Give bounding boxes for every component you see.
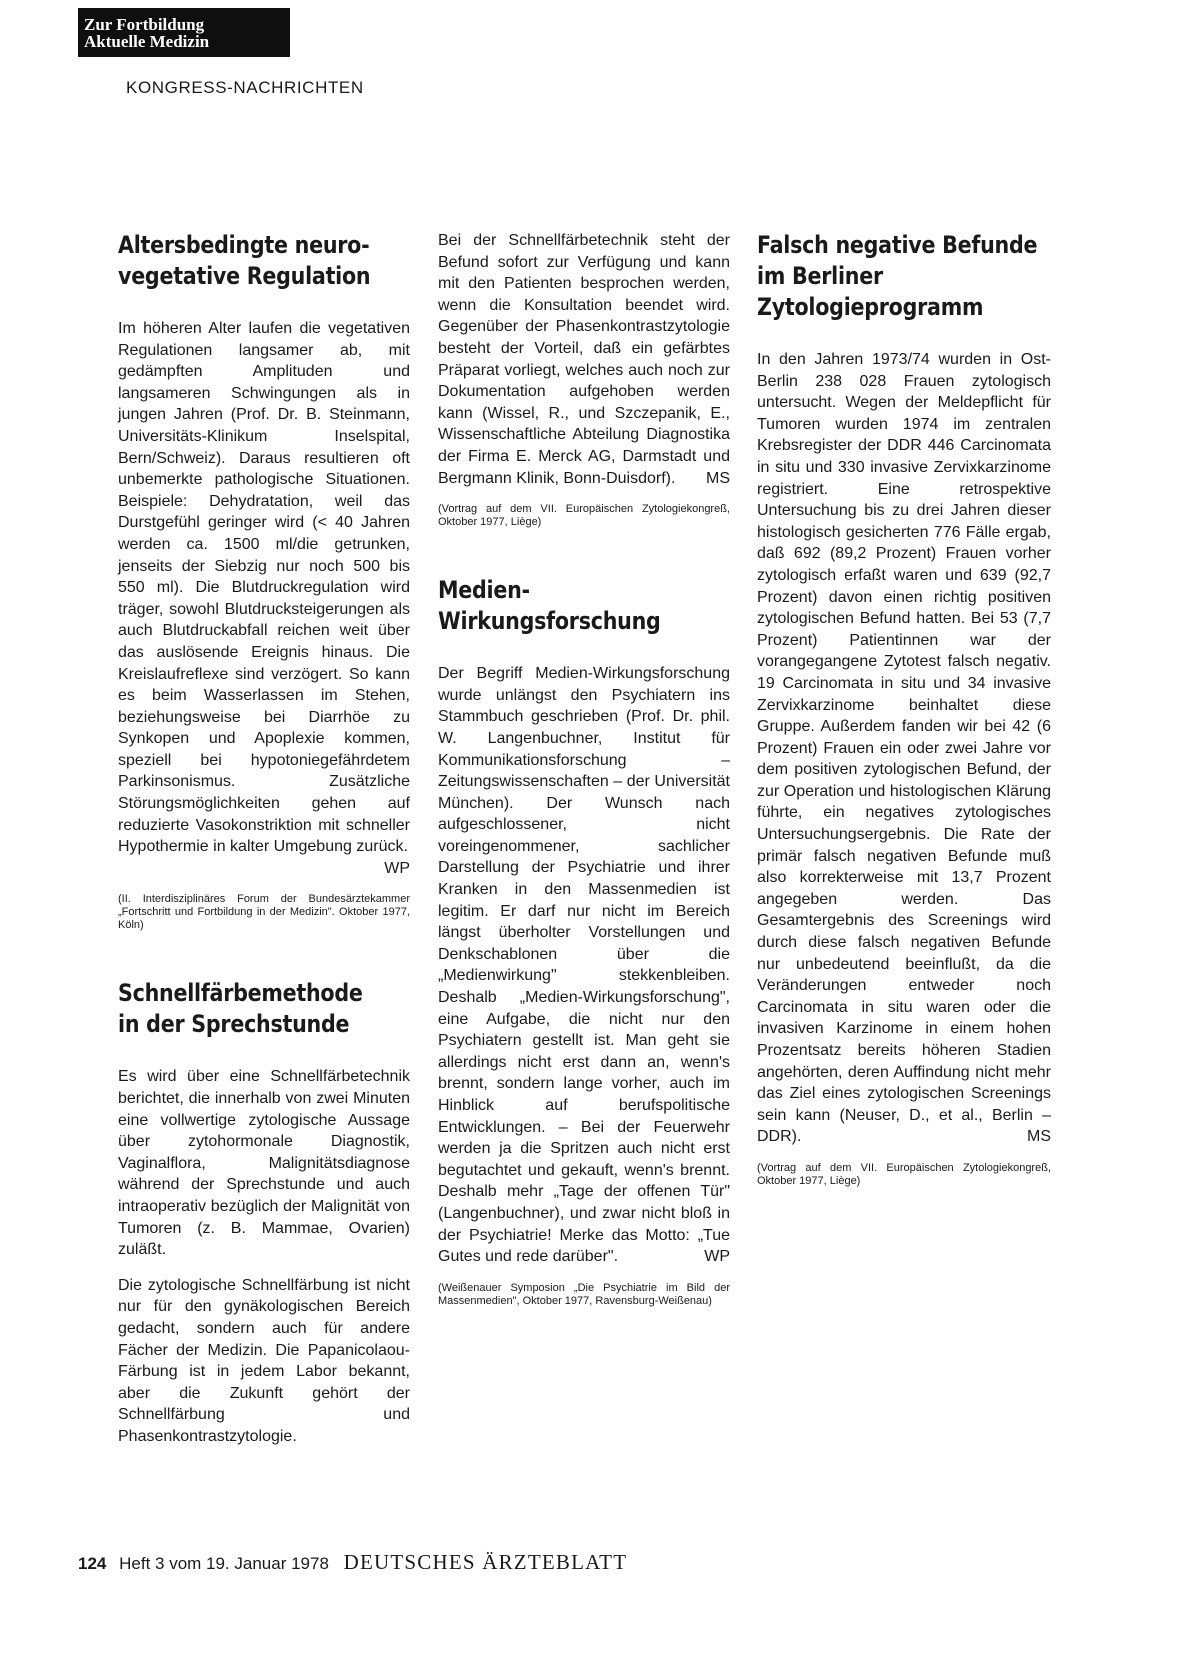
title-line: Falsch negative Befunde [757,231,1038,259]
author-signature: MS [706,469,730,487]
body-text: Im höheren Alter laufen die vegetativen Regulationen langsamer ab, mit gedämpften Amplituden und langsameren Schwingungen als in jungen Jahren (Prof. Dr. B. Steinmann, Universitäts-Klinikum Inselspital, Bern/Schweiz). Daraus resultieren oft unbemerkte pathologische Situationen. Beispiele: Dehydratation, weil das Durstgefühl geringer wird (< 40 Jahren werden ca. 1500 ml/die getrunken, jenseits der Siebzig nur noch 500 bis 550 ml). Die Blutdruckregulation wird träger, sowohl Blutdrucksteigerungen als auch Blutdruckabfall reichen weit über das auslösende Ereignis hinaus. Die Kreislaufreflexe sind verzögert. So kann es beim Wasserlassen im Stehen, beziehungsweise bei Diarrhöe zu Synkopen und Apoplexie kommen, speziell bei hypotoniegefährdetem Parkinsonismus. Zusätzliche Störungsmöglichkeiten gehen auf reduzierte Vasokonstriktion mit schneller Hypothermie in kalter Umgebung zurück. [118,320,410,856]
article-title [757,230,1050,323]
body-text: Bei der Schnellfärbetechnik steht der Befund sofort zur Verfügung und kann mit den Patienten besprochen werden, wenn die Konsultation beendet wird. Gegenüber der Phasenkontrastzytologie besteht der Vorteil, daß ein gefärbtes Präparat vorliegt, welches auch noch zur Dokumentation aufgehoben werden kann (Wissel, R., und Szczepanik, E., Wissenschaftliche Abteilung Diagnostika der Firma E. Merck AG, Darmstadt und Bergmann Klinik, Bonn-Duisdorf). [438,232,730,487]
title-line: Medien- [438,576,530,605]
journal-masthead: DEUTSCHES ÄRZTEBLATT [343,1550,628,1574]
column-3 [757,230,1051,1188]
title-line: Altersbedingte neuro- [118,231,370,259]
title-line: Zytologieprogramm [757,293,984,321]
title-line: Wirkungsforschung [438,607,661,636]
body-text: Der Begriff Medien-Wirkungsforschung wurde unlängst den Psychiatern ins Stammbuch geschrieben (Prof. Dr. phil. W. Langenbuchner, Institut für Kommunikationsforschung – Zeitungswissenschaften – der Universität München). Der Wunsch nach aufgeschlossener, nicht voreingenommener, sachlicher Darstellung der Psychiatrie und ihrer Kranken in den Massenmedien ist legitim. Er darf nur nicht im Bereich längst überholter Vorstellungen und Denkschablonen über die „Medienwirkung" stekkenbleiben. Deshalb „Medien-Wirkungsforschung", eine Aufgabe, die nicht nur den Psychiatern gestellt ist. Man geht sie allerdings nicht erst dann an, wenn's brennt, sondern lange vorher, auch im Hinblick auf berufspolitische Entwicklungen. – Bei der Feuerwehr werden ja die Spritzen auch nicht erst begutachtet und gekauft, wenn's brennt. Deshalb mehr „Tage der offenen Tür" (Langenbuchner), und zwar nicht bloß in der Psychiatrie! Merke das Motto: „Tue Gutes und rede darüber". [438,665,730,1266]
title-line: in der Sprechstunde [118,1010,350,1039]
column-2 [438,230,730,1308]
article-falsch-negative [757,230,1051,1188]
article-body [118,318,410,879]
page-number: 124 [78,1554,107,1573]
article-body-continued: Die zytologische Schnellfärbung ist nicht nur für den gynäkologischen Bereich gedacht, sondern auch für andere Fächer der Medizin. Die Papanicolaou-Färbung ist in jedem Labor bekannt, aber die Zukunft gehört der Schnellfärbung und Phasenkontrastzytologie. [118,1276,410,1445]
article-medien [438,575,730,1308]
title-line: im Berliner [757,262,883,290]
author-signature: MS [1027,1128,1051,1146]
article-body [757,349,1051,1148]
article-body-continued [438,230,730,489]
rubric-line2: Aktuelle Medizin [84,32,210,51]
source-note: (Vortrag auf dem VII. Europäischen Zytologiekongreß, Oktober 1977, Liège) [757,1161,1051,1187]
column-1 [118,230,410,1448]
section-label: KONGRESS-NACHRICHTEN [126,78,364,97]
source-note: (II. Interdisziplinäres Forum der Bundesärztekammer „Fortschritt und Fortbildung in der Medizin". Oktober 1977, Köln) [118,893,410,932]
source-note: (Vortrag auf dem VII. Europäischen Zytologiekongreß, Oktober 1977, Liège) [438,503,730,529]
title-line: Schnellfärbemethode [118,979,363,1008]
article-title [118,230,409,292]
article-title [118,978,409,1040]
author-signature: WP [384,859,410,877]
article-body: Es wird über eine Schnellfärbetechnik berichtet, die innerhalb von zwei Minuten eine vollwertige zytologische Aussage über zytohormonale Diagnostik, Vaginalflora, Malignitätsdiagnose während der Sprechstunde und auch intraoperativ bezüglich der Malignität von Tumoren (z. B. Mammae, Ovarien) zuläßt. [118,1068,410,1259]
article-schnellfaerbe [118,978,410,1447]
rubric-box [78,8,290,57]
article-schnellfaerbe-cont [438,230,730,529]
body-text: In den Jahren 1973/74 wurden in Ost-Berlin 238 028 Frauen zytologisch untersucht. Wegen der Meldepflicht für Tumoren wurden 1974 im zentralen Krebsregister der DDR 446 Carcinomata in situ und 330 invasive Zervixkarzinome registriert. Eine retrospektive Untersuchung bis zu drei Jahren dieser histologisch gesicherten 776 Fälle ergab, daß 692 (89,2 Prozent) Frauen vorher zytologisch erfaßt waren und 639 (92,7 Prozent) davon einen richtig positiven zytologischen Befund hatten. Bei 53 (7,7 Prozent) Patientinnen war der vorangegangene Zytotest falsch negativ. 19 Carcinomata in situ und 34 invasive Zervixkarzinome beinhaltet diese Gruppe. Außerdem fanden wir bei 42 (6 Prozent) Frauen ein oder zwei Jahre vor dem positiven zytologischen Befund, der zur Operation und histologischen Klärung führte, ein negatives zytologisches Untersuchungsergebnis. Die Rate der primär falsch negativen Befunde muß also korrekterweise mit 13,7 Prozent angegeben werden. Das Gesamtergebnis des Screenings wird durch diese falsch negativen Befunde nur unbedeutend beeinflußt, da die Veränderungen entweder noch Carcinomata in situ waren oder die invasiven Karzinome in einem hohen Prozentsatz bereits höheren Stadien angehörten, deren Auffindung nicht mehr das Ziel eines zytologischen Screenings sein kann (Neuser, D., et al., Berlin – DDR). [757,351,1051,1146]
author-signature: WP [704,1248,730,1266]
issue-info: Heft 3 vom 19. Januar 1978 [119,1554,329,1573]
title-line: vegetative Regulation [118,262,371,290]
page-footer [78,1550,627,1575]
rubric-line1: Zur Fortbildung [84,15,205,34]
article-body [438,663,730,1268]
source-note: (Weißenauer Symposion „Die Psychiatrie im Bild der Massenmedien", Oktober 1977, Ravensburg-Weißenau) [438,1281,730,1307]
article-title [438,575,729,637]
article-altersbedingte [118,230,410,932]
